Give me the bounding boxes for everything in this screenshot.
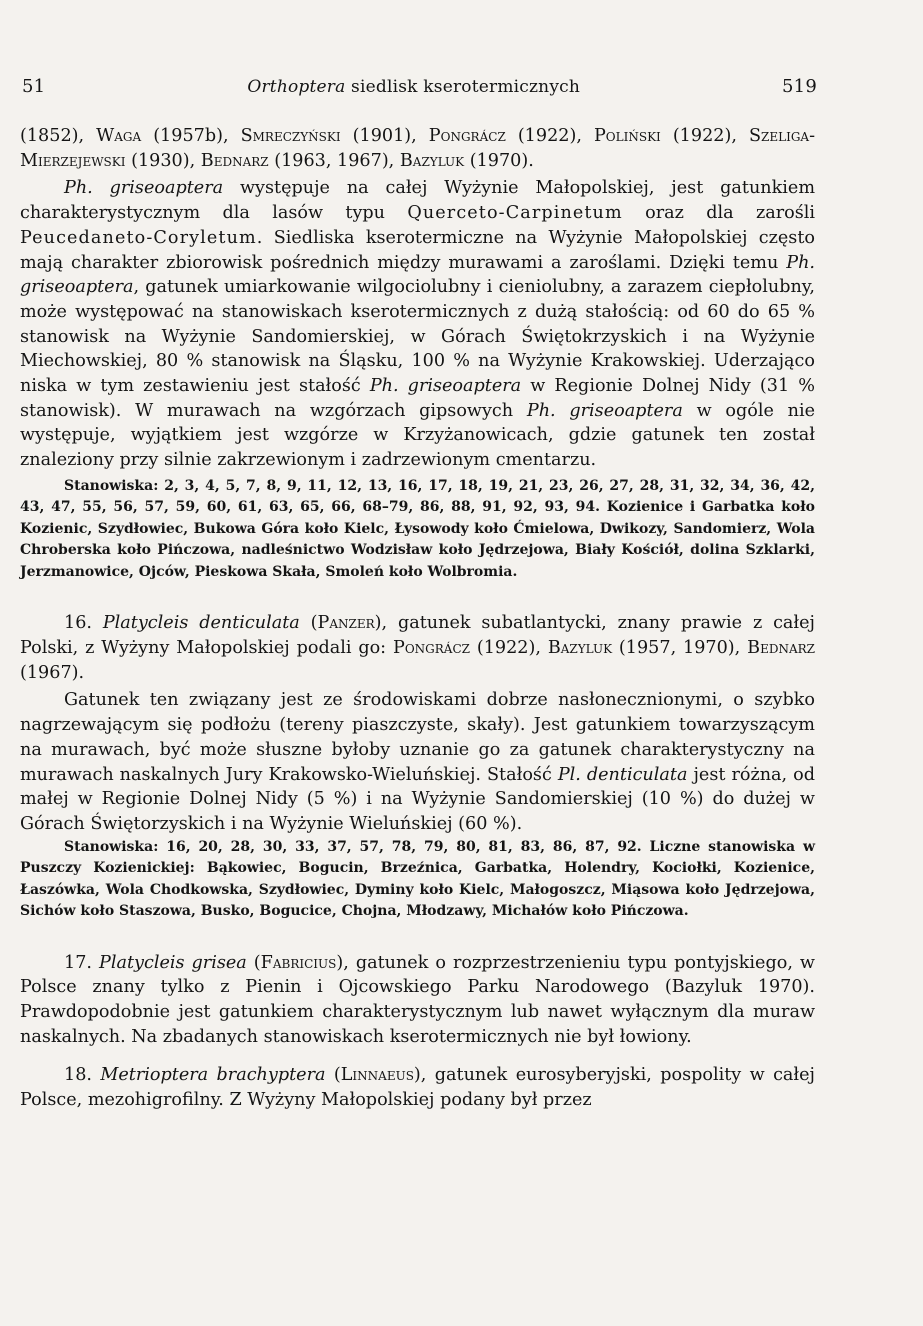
text-run: (1970). xyxy=(464,150,534,171)
text-run: Fabricius xyxy=(260,952,337,973)
text-run: Stanowiska: 16, 20, 28, 30, 33, 37, 57, 78, 79, 80, 81, 83, 86, 87, 92. Liczne stanowiska w Puszczy Kozienickiej: Bąkowiec, Bogucin, Brzeźnica, Garbatka, Holendry, Kociołki, Kozienice, Łaszówka, Wola Chodkowska, Szydłowiec, Dyminy koło Kielc, Małogoszcz, Miąsowa koło Jędrzejowa, Sichów koło Staszowa, Busko, Bogucice, Chojna, Młodzawy, Michałów koło Pińczowa. xyxy=(20,838,815,920)
localities-griseoaptera xyxy=(20,476,815,584)
text-run: występuje na całej Wyżynie Małopolskiej, jest gatunkiem charakterystycznym dla lasów typu xyxy=(20,178,815,224)
text-run: (1901), xyxy=(340,126,429,146)
text-run: Bednarz xyxy=(747,638,815,659)
text-run: Panzer xyxy=(317,613,375,634)
text-run: ), gatunek subatlantycki, znany prawie z całej Polski, z Wyżyny Małopolskiej podali go: xyxy=(20,613,815,659)
text-run: Szeliga-Mierzejewski xyxy=(20,126,816,171)
paragraph-griseoaptera xyxy=(20,176,815,472)
text-run: ( xyxy=(246,952,261,973)
species-16-heading xyxy=(20,611,815,685)
text-run: Peucedaneto-Coryletum xyxy=(20,227,257,248)
running-title-italic: Orthoptera xyxy=(247,77,346,97)
text-run: Pongrácz xyxy=(428,126,506,146)
text-run: (1852), xyxy=(20,126,97,146)
species-18-paragraph xyxy=(20,1063,815,1112)
running-title xyxy=(247,77,580,97)
species-17-paragraph xyxy=(20,951,815,1050)
text-run: Bednarz xyxy=(200,150,269,171)
paragraph-citations xyxy=(20,124,815,173)
text-run: . Siedliska kserotermiczne na Wyżynie Małopolskiej często mają charakter zbiorowisk pośrednich między murawami a zaroślami. Dzięki temu xyxy=(20,227,815,273)
running-title-rest: siedlisk kserotermicznych xyxy=(345,77,580,97)
text-run: Pongrácz xyxy=(392,638,470,659)
text-run: ), gatunek eurosyberyjski, pospolity w całej Polsce, mezohigrofilny. Z Wyżyny Małopolskiej podany był przez xyxy=(20,1065,815,1111)
text-run: (1963, 1967), xyxy=(268,150,400,171)
text-run: Platycleis grisea xyxy=(99,952,247,973)
text-run: Ph. griseoaptera xyxy=(64,178,224,199)
text-run: (1922), xyxy=(505,126,594,146)
text-run: Pl. denticulata xyxy=(557,764,688,785)
text-run: (1957b), xyxy=(141,126,241,146)
running-header xyxy=(22,76,817,97)
text-run: 17. xyxy=(64,952,99,973)
text-run: Ph. griseoaptera xyxy=(20,252,815,298)
text-run: 18. xyxy=(64,1065,101,1086)
paragraph-denticulata xyxy=(20,688,815,836)
text-run: , gatunek umiarkowanie wilgociolubny i cieniolubny, a zarazem ciepłolubny, może występować na stanowiskach kserotermicznych z dużą stałością: od 60 do 65 % stanowisk na Wyżynie Sandomierskiej, w Górach Świętokrzyskich i na Wyżynie Miechowskiej, 80 % stanowisk na Śląsku, 100 % na Wyżynie Krakowskiej. Uderzająco niska w tym zestawieniu jest stałość xyxy=(20,277,815,397)
text-run: ), gatunek o rozprzestrzenieniu typu pontyjskiego, w Polsce znany tylko z Pienin i Ojcowskiego Parku Narodowego (Bazyluk 1970). Prawdopodobnie jest gatunkiem charakterystycznym lub nawet wyłącznym dla muraw naskalnych. Na zbadanych stanowiskach kserotermicznych nie był łowiony. xyxy=(20,952,815,1047)
text-run: w ogóle nie występuje, wyjątkiem jest wzgórze w Krzyżanowicach, gdzie gatunek ten został znaleziony przy silnie zakrzewionym i zadrzewionym cmentarzu. xyxy=(20,400,815,471)
text-run: Waga xyxy=(96,126,142,146)
text-run: ( xyxy=(299,613,318,634)
text-run: (1930), xyxy=(125,150,201,171)
page-number-right: 519 xyxy=(782,76,817,97)
text-run: Bazyluk xyxy=(399,150,465,171)
text-run: Smreczyński xyxy=(240,126,341,146)
localities-denticulata xyxy=(20,837,815,923)
text-run: Ph. griseoaptera xyxy=(526,400,683,421)
text-run: oraz dla zarośli xyxy=(622,203,815,224)
text-run: Linnaeus xyxy=(340,1065,414,1086)
text-run: Querceto-Carpinetum xyxy=(407,203,623,224)
text-run: jest różna, od małej w Regionie Dolnej Nidy (5 %) i na Wyżynie Sandomierskiej (10 %) do dużej w Górach Świętorzyskich i na Wyżynie Wieluńskiej (60 %). xyxy=(20,764,815,834)
text-run: (1922), xyxy=(660,126,749,146)
text-run: (1957, 1970), xyxy=(612,638,748,659)
text-run: 16. xyxy=(64,613,103,634)
text-run: (1967). xyxy=(20,662,85,683)
text-run: Ph. griseoaptera xyxy=(369,376,522,397)
text-run: Stanowiska: 2, 3, 4, 5, 7, 8, 9, 11, 12, 13, 16, 17, 18, 19, 21, 23, 26, 27, 28, 31, 32, 34, 36, 42, 43, 47, 55, 56, 57, 59, 60, 61, 63, 65, 66, 68–79, 86, 88, 91, 92, 93, 94. Kozienice i Garbatka koło Kozienic, Szydłowiec, Bukowa Góra koło Kielc, Łysowody koło Ćmielowa, Dwikozy, Sandomierz, Wola Chroberska koło Pińczowa, nadleśnictwo Wodzisław koło Jędrzejowa, Biały Kościół, dolina Szklarki, Jerzmanowice, Ojców, Pieskowa Skała, Smoleń koło Wolbromia. xyxy=(20,477,815,580)
text-run: Metrioptera brachyptera xyxy=(100,1065,326,1086)
text-run: Bazyluk xyxy=(547,638,613,659)
text-run: (1922), xyxy=(469,638,548,659)
page-number-left: 51 xyxy=(22,76,46,97)
text-run: Poliński xyxy=(593,126,661,146)
page-content xyxy=(20,124,815,1113)
text-run: Platycleis denticulata xyxy=(102,613,300,634)
text-run: w Regionie Dolnej Nidy (31 % stanowisk). W murawach na wzgórzach gipsowych xyxy=(20,376,815,421)
text-run: Gatunek ten związany jest ze środowiskami dobrze nasłonecznionymi, o szybko nagrzewającym się podłożu (tereny piaszczyste, skały). Jest gatunkiem towarzyszącym na murawach, być może słuszne byłoby uznanie go za gatunek charakterystyczny na murawach naskalnych Jury Krakowsko-Wieluńskiej. Stałość xyxy=(20,690,815,785)
text-run: ( xyxy=(325,1065,341,1086)
